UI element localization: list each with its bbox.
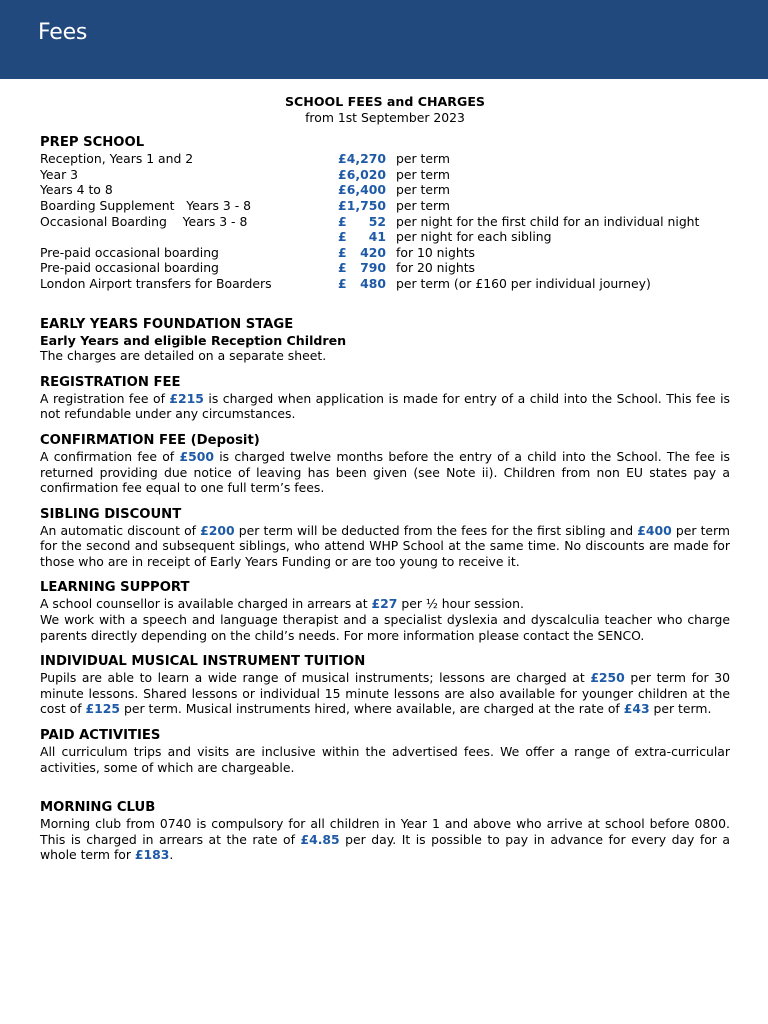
fee-description: per term (or £160 per individual journey) xyxy=(396,275,651,291)
amount-value: 790 xyxy=(360,260,386,276)
fee-amount xyxy=(338,229,386,245)
eyfs-subheading: Early Years and eligible Reception Children xyxy=(40,332,347,348)
learning-support-heading: LEARNING SUPPORT xyxy=(40,580,190,596)
music-tuition-heading: INDIVIDUAL MUSICAL INSTRUMENT TUITION xyxy=(40,654,366,670)
fee-row xyxy=(40,260,730,276)
currency-symbol: £ xyxy=(338,213,347,229)
learning-support-text-2: We work with a speech and language therapist and a specialist dyslexia and dyscalculia teacher who charge parents directly depending on the child’s needs. For more information please contact the SENCO. xyxy=(40,612,730,643)
registration-fee-text: A registration fee of £215 is charged when application is made for entry of a child into the School. This fee is not refundable under any circumstances. xyxy=(40,390,730,422)
fee-row xyxy=(40,151,730,167)
fee-label xyxy=(40,229,338,245)
fee-description: per term xyxy=(396,166,450,182)
registration-fee-amount: £215 xyxy=(169,390,204,406)
fee-description: per term xyxy=(396,151,450,167)
fee-description: per term xyxy=(396,197,450,213)
eyfs-text: The charges are detailed on a separate sheet. xyxy=(40,348,327,364)
sibling-discount-heading: SIBLING DISCOUNT xyxy=(40,506,182,522)
fee-description: per term xyxy=(396,182,450,198)
fee-label: Reception, Years 1 and 2 xyxy=(40,151,194,167)
currency-symbol: £ xyxy=(338,182,347,198)
counsellor-fee-amount: £27 xyxy=(371,596,398,612)
amount-value: 480 xyxy=(360,275,386,291)
registration-fee-heading: REGISTRATION FEE xyxy=(40,374,181,390)
sibling-discount-first-amount: £200 xyxy=(200,522,235,538)
currency-symbol: £ xyxy=(338,275,347,291)
confirmation-fee-text: A confirmation fee of £500 is charged twelve months before the entry of a child into the School. The fee is returned providing due notice of leaving has been given (see Note ii). Children from non EU states pay a confirmation fee equal to one full term’s fees. xyxy=(40,448,730,496)
fee-row xyxy=(40,182,730,198)
eyfs-heading: EARLY YEARS FOUNDATION STAGE xyxy=(40,316,294,332)
fee-description: per night for the first child for an individual night xyxy=(396,213,700,229)
fee-label: Year 3 xyxy=(40,166,79,182)
morning-club-daily-amount: £4.85 xyxy=(300,831,340,847)
currency-symbol: £ xyxy=(338,260,347,276)
currency-symbol: £ xyxy=(338,197,347,213)
amount-value: 6,400 xyxy=(346,182,386,198)
fee-row xyxy=(40,276,730,292)
document-title: SCHOOL FEES and CHARGES xyxy=(284,94,486,109)
fee-label: Years 4 to 8 xyxy=(40,182,113,198)
fee-amount xyxy=(338,198,386,214)
fee-label: Boarding Supplement Years 3 - 8 xyxy=(40,197,251,213)
currency-symbol: £ xyxy=(338,151,347,167)
sibling-discount-text: An automatic discount of £200 per term will be deducted from the fees for the first sibling and £400 per term for the second and subsequent siblings, who attend WHP School at the same time. No discounts are made for those who are in receipt of Early Years Funding or are too young to receive it. xyxy=(40,522,730,569)
fee-row xyxy=(40,245,730,261)
morning-club-heading: MORNING CLUB xyxy=(40,800,156,816)
currency-symbol: £ xyxy=(338,229,347,245)
paid-activities-text: All curriculum trips and visits are inclusive within the advertised fees. We offer a range of extra-curricular activities, some of which are chargeable. xyxy=(40,744,730,775)
currency-symbol: £ xyxy=(338,244,347,260)
currency-symbol: £ xyxy=(338,166,347,182)
fee-description: for 10 nights xyxy=(396,244,476,260)
fee-amount xyxy=(338,214,386,230)
fee-label: Pre-paid occasional boarding xyxy=(40,244,219,260)
music-30min-amount: £250 xyxy=(590,670,625,686)
fee-amount xyxy=(338,167,386,183)
amount-value: 52 xyxy=(368,213,386,229)
instrument-hire-amount: £43 xyxy=(623,701,650,717)
music-tuition-text: Pupils are able to learn a wide range of musical instruments; lessons are charged at £250 per term for 30 minute lessons. Shared lessons or individual 15 minute lessons are also available for younger children at the cost of £125 per term. Musical instruments hired, where available, are charged at the rate of £43 per term. xyxy=(40,670,730,717)
paid-activities-heading: PAID ACTIVITIES xyxy=(40,728,161,744)
fee-row xyxy=(40,167,730,183)
fee-description: for 20 nights xyxy=(396,260,476,276)
header-bar xyxy=(0,0,768,79)
fee-amount xyxy=(338,276,386,292)
sibling-discount-second-amount: £400 xyxy=(637,522,672,538)
confirmation-fee-heading: CONFIRMATION FEE (Deposit) xyxy=(40,432,260,448)
fee-label: London Airport transfers for Boarders xyxy=(40,275,272,291)
music-shared-amount: £125 xyxy=(85,701,121,717)
fee-amount xyxy=(338,151,386,167)
amount-value: 41 xyxy=(368,229,386,245)
fee-row xyxy=(40,214,730,230)
page-title: Fees xyxy=(38,20,88,45)
amount-value: 1,750 xyxy=(346,197,386,213)
prep-school-heading: PREP SCHOOL xyxy=(40,135,145,151)
fee-amount xyxy=(338,245,386,261)
morning-club-text: Morning club from 0740 is compulsory for all children in Year 1 and above who arrive at school before 0800. This is charged in arrears at the rate of £4.85 per day. It is possible to pay in advance for every day for a whole term for £183. xyxy=(40,816,730,863)
morning-club-term-amount: £183 xyxy=(134,847,170,863)
prep-fee-table xyxy=(40,151,730,291)
fee-amount xyxy=(338,182,386,198)
amount-value: 4,270 xyxy=(346,151,386,167)
fees-document xyxy=(40,94,730,863)
amount-value: 420 xyxy=(360,244,386,260)
fee-label: Pre-paid occasional boarding xyxy=(40,260,219,276)
fee-amount xyxy=(338,260,386,276)
amount-value: 6,020 xyxy=(346,166,386,182)
fee-row xyxy=(40,229,730,245)
document-subtitle: from 1st September 2023 xyxy=(305,109,465,125)
learning-support-text: A school counsellor is available charged in arrears at £27 per ½ hour session. xyxy=(40,596,524,612)
fee-description: per night for each sibling xyxy=(396,229,552,245)
confirmation-fee-amount: £500 xyxy=(179,448,214,464)
fee-label: Occasional Boarding Years 3 - 8 xyxy=(40,213,248,229)
fee-row xyxy=(40,198,730,214)
